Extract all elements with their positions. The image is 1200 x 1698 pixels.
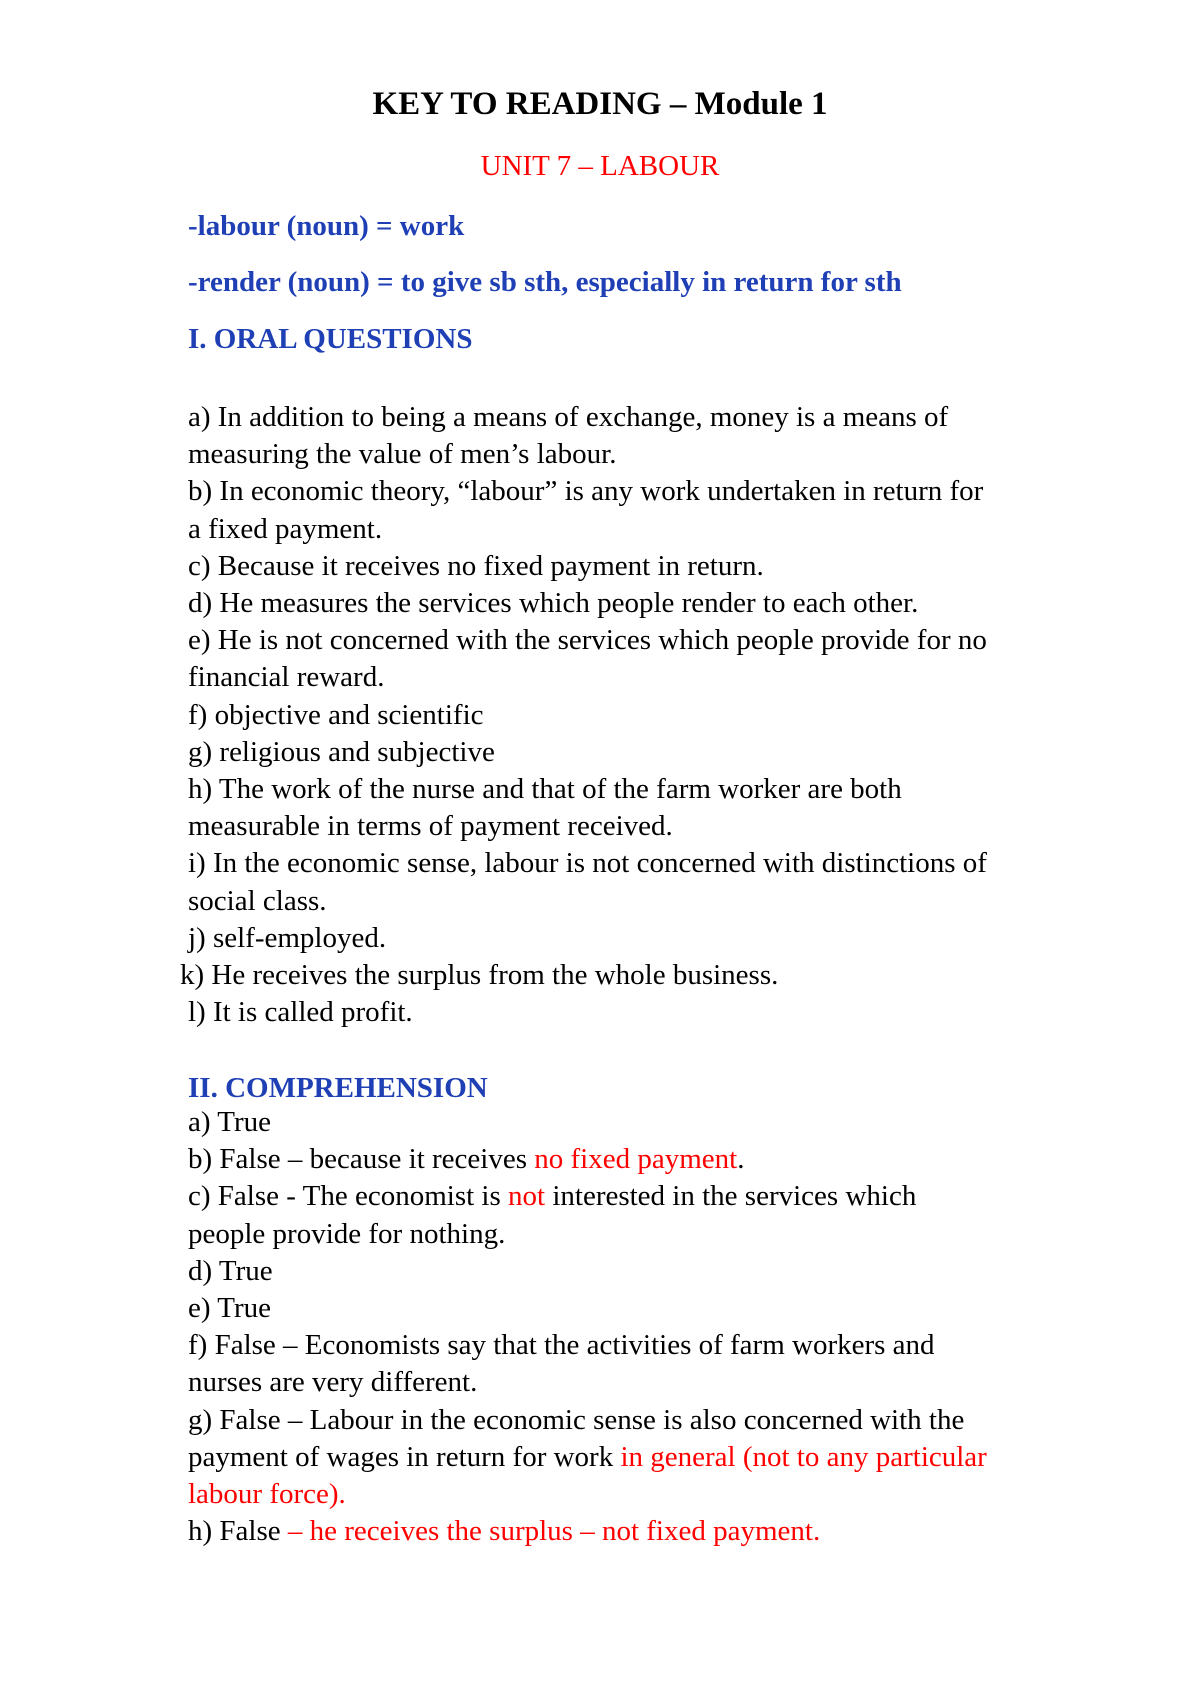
answer-text: interested in the services which: [545, 1180, 917, 1213]
answer-highlight: – he receives the surplus – not fixed payment.: [287, 1515, 821, 1548]
answer-highlight: not: [508, 1180, 546, 1213]
comprehension-list: [188, 1104, 1108, 1550]
list-item: g) False – Labour in the economic sense is also concerned with the: [188, 1403, 965, 1436]
comprehension-heading: II. COMPREHENSION: [188, 1072, 488, 1104]
vocab-labour: -labour (noun) = work: [188, 210, 465, 242]
unit-title: UNIT 7 – LABOUR: [480, 150, 720, 182]
list-item: e) True: [188, 1292, 271, 1325]
answer-text: payment of wages in return for work: [188, 1440, 621, 1473]
list-item: a) True: [188, 1106, 271, 1138]
answer-text: b) False – because it receives: [188, 1143, 535, 1176]
oral-questions-list: [180, 399, 1108, 1031]
page-title: KEY TO READING – Module 1: [372, 86, 828, 122]
list-item: measurable in terms of payment received.: [188, 810, 673, 843]
list-item: labour force).: [188, 1478, 346, 1511]
list-item: h) The work of the nurse and that of the farm worker are both: [188, 773, 902, 806]
answer-text: c) False - The economist is: [188, 1180, 509, 1213]
list-item: j) self-employed.: [188, 921, 387, 954]
list-item: l) It is called profit.: [188, 996, 413, 1029]
oral-questions-heading: I. ORAL QUESTIONS: [188, 323, 473, 355]
list-item: [188, 1513, 1108, 1550]
list-item: i) In the economic sense, labour is not concerned with distinctions of: [188, 847, 987, 880]
vocab-render: -render (noun) = to give sb sth, especially in return for sth: [188, 266, 902, 298]
list-item: d) He measures the services which people render to each other.: [188, 587, 919, 620]
list-item: social class.: [188, 884, 327, 917]
answer-text: h) False: [188, 1515, 288, 1548]
list-item: people provide for nothing.: [188, 1217, 506, 1250]
list-item: financial reward.: [188, 661, 385, 694]
list-item: nurses are very different.: [188, 1366, 478, 1399]
list-item: a) In addition to being a means of exchange, money is a means of: [188, 401, 949, 433]
list-item: b) In economic theory, “labour” is any work undertaken in return for: [188, 475, 984, 508]
list-item: g) religious and subjective: [188, 735, 495, 768]
list-item: f) objective and scientific: [188, 698, 484, 731]
list-item: k) He receives the surplus from the whole business.: [180, 959, 779, 992]
list-item: measuring the value of men’s labour.: [188, 438, 617, 471]
answer-highlight: in general (not to any particular: [620, 1440, 987, 1473]
list-item: [188, 1178, 1108, 1215]
answer-text: .: [737, 1143, 745, 1176]
list-item: d) True: [188, 1254, 273, 1287]
list-item: f) False – Economists say that the activities of farm workers and: [188, 1329, 935, 1362]
list-item: e) He is not concerned with the services which people provide for no: [188, 624, 987, 657]
list-item: [188, 1141, 1108, 1178]
answer-highlight: no fixed payment: [534, 1143, 738, 1176]
list-item: c) Because it receives no fixed payment in return.: [188, 549, 764, 582]
list-item: [188, 1439, 1108, 1476]
list-item: a fixed payment.: [188, 512, 383, 545]
